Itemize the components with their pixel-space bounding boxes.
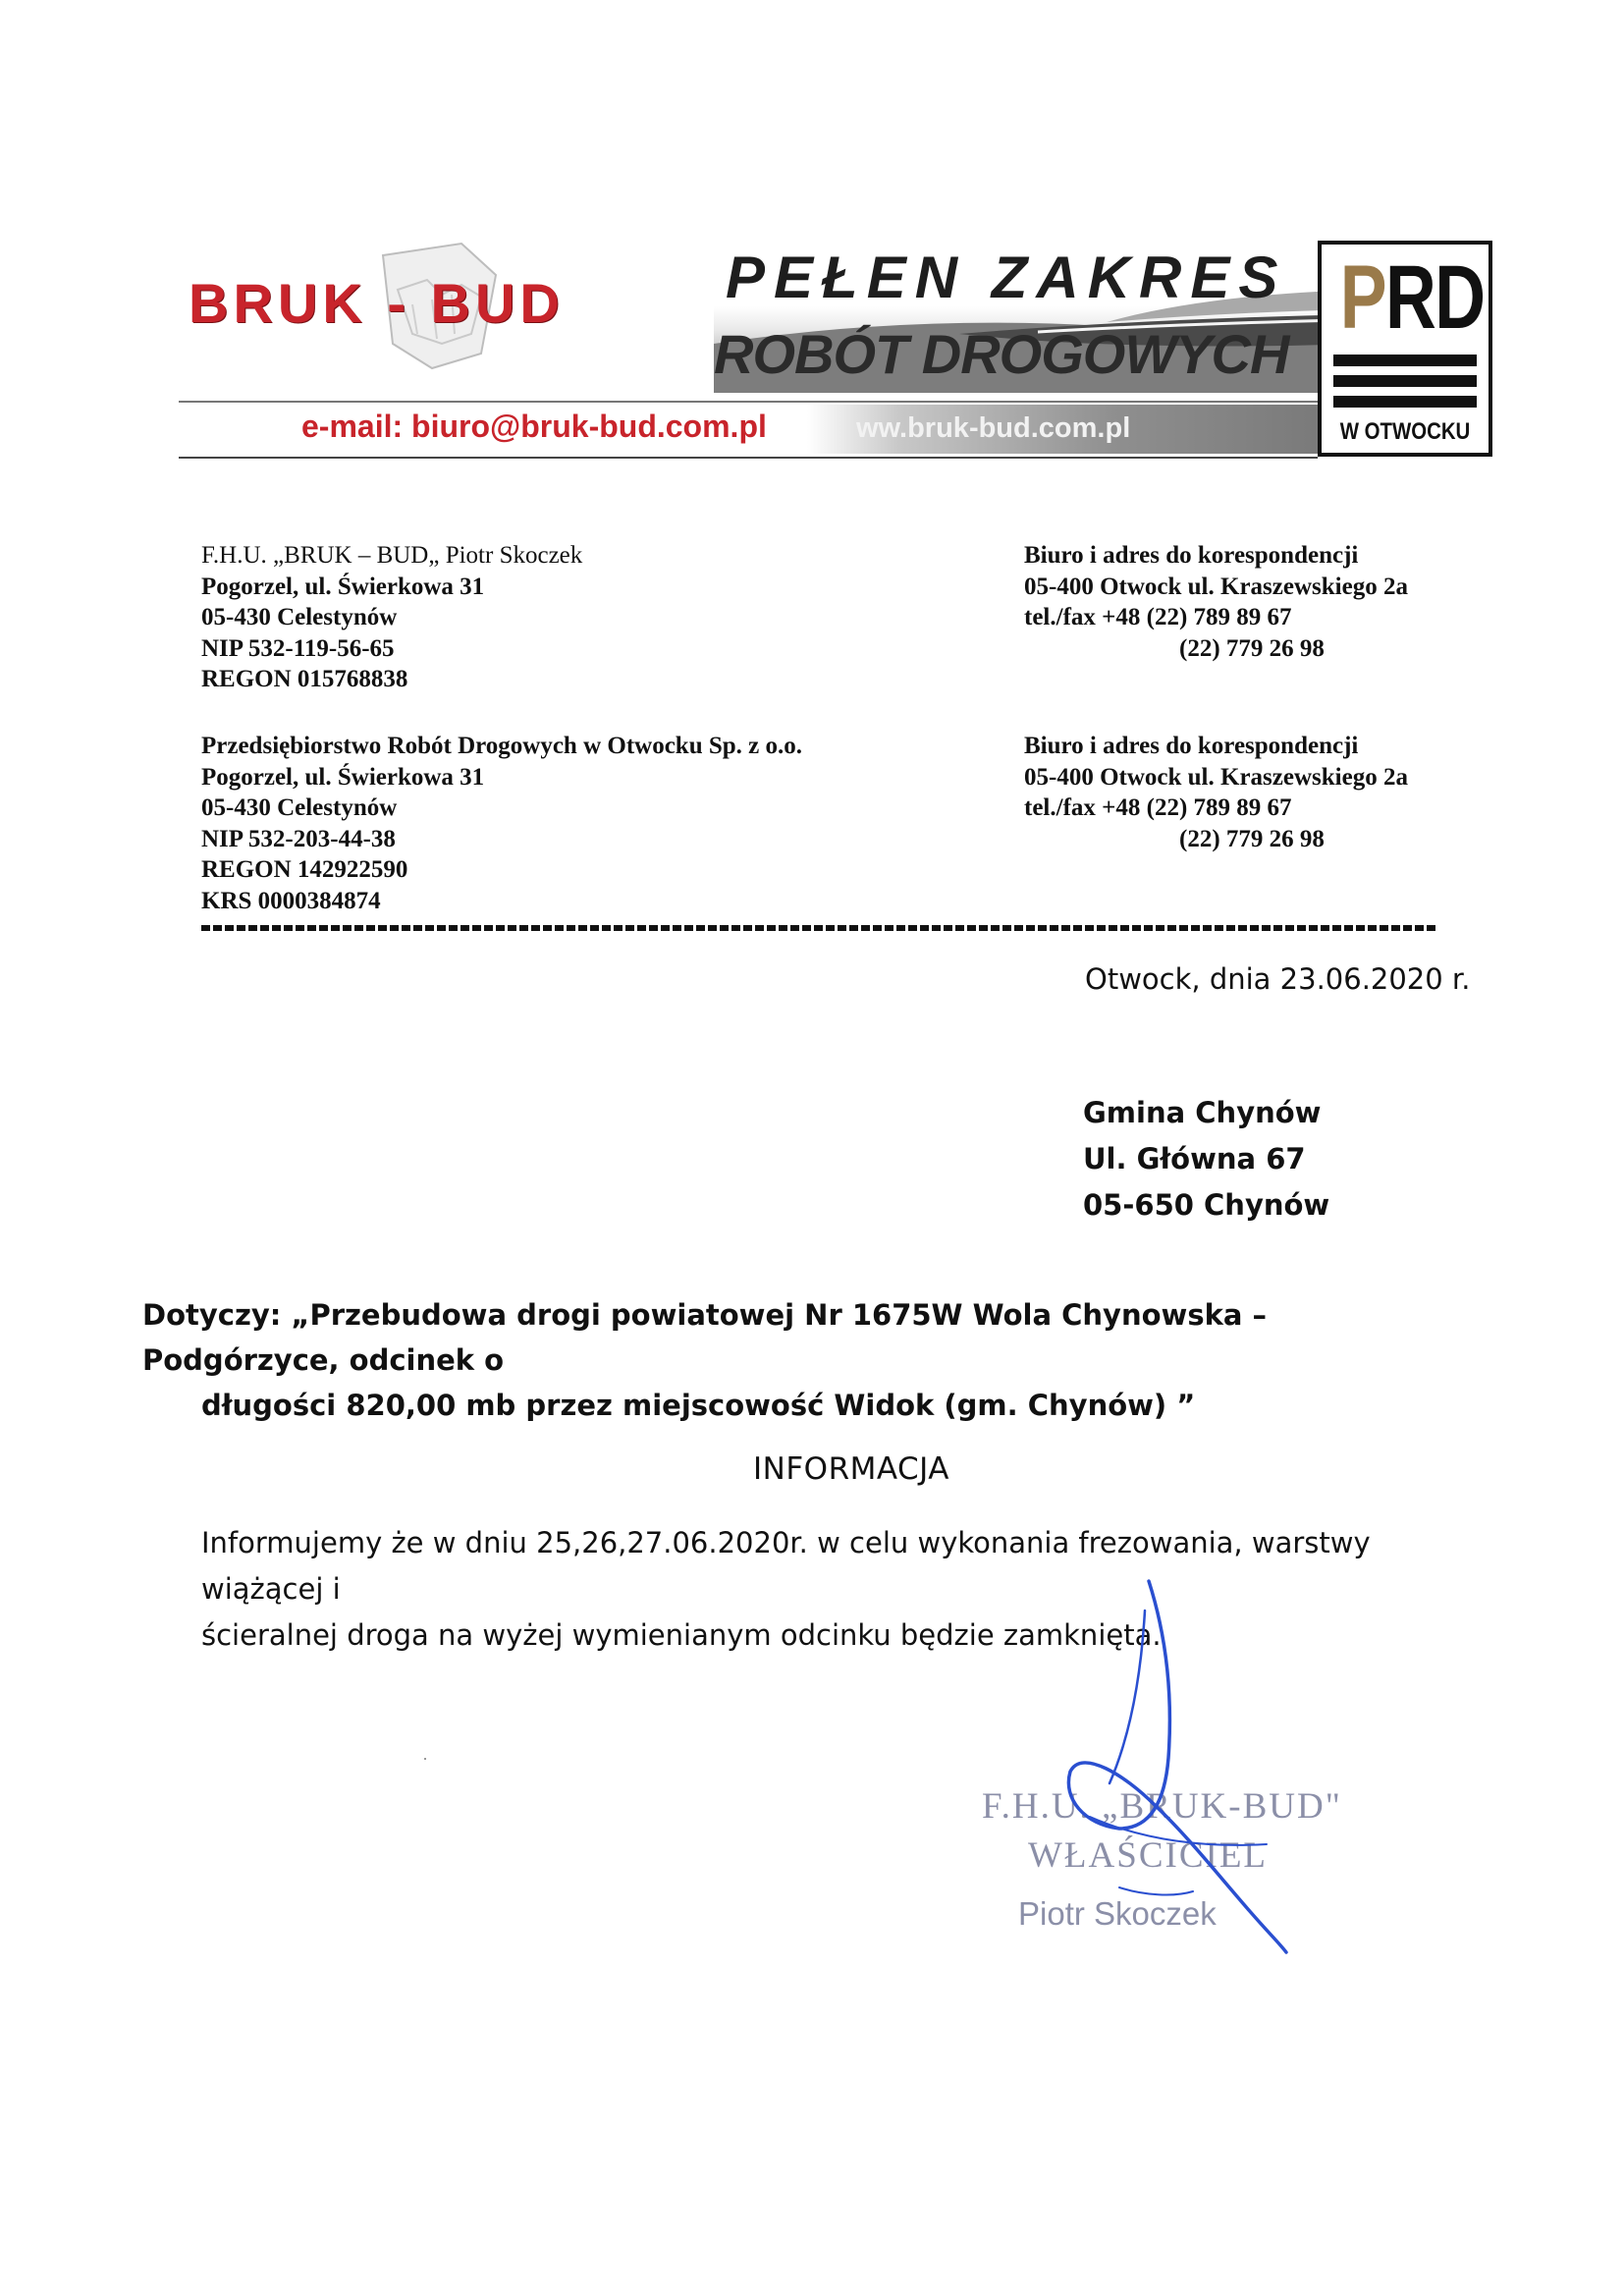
header-rule-bottom <box>179 457 1318 459</box>
stamp-line-1: F.H.U. „BRUK-BUD" <box>982 1786 1342 1827</box>
subject-line: długości 820,00 mb przez miejscowość Widok (gm. Chynów) ” <box>201 1389 1196 1422</box>
company-2-correspondence <box>1024 731 1408 854</box>
stamp-line-3: Piotr Skoczek <box>1018 1895 1217 1932</box>
letterhead <box>179 236 1494 462</box>
subject-line: Dotyczy: „Przebudowa drogi powiatowej Nr 1675W Wola Chynowska – Podgórzyce, odcinek o <box>142 1298 1268 1377</box>
company-stamp <box>972 1571 1342 1984</box>
slogan-banner <box>714 236 1362 393</box>
prd-letters-rd: RD <box>1385 247 1485 348</box>
correspondence-line: 05-400 Otwock ul. Kraszewskiego 2a <box>1024 763 1408 791</box>
company-line: REGON 015768838 <box>201 666 408 692</box>
company-line: Pogorzel, ul. Świerkowa 31 <box>201 763 485 791</box>
header-rule-top <box>179 401 1318 403</box>
company-line: NIP 532-119-56-65 <box>201 634 395 662</box>
recipient-address <box>1083 1090 1329 1229</box>
company-line: REGON 142922590 <box>201 856 408 883</box>
company-line: 05-430 Celestynów <box>201 794 398 821</box>
company-line: NIP 532-203-44-38 <box>201 825 396 852</box>
company-line: Pogorzel, ul. Świerkowa 31 <box>201 573 485 600</box>
letter-date: Otwock, dnia 23.06.2020 r. <box>1085 962 1471 996</box>
prd-logo <box>1318 241 1492 457</box>
brand-name: BRUK - BUD <box>189 272 565 334</box>
letter-heading: INFORMACJA <box>753 1451 949 1487</box>
recipient-line: Ul. Główna 67 <box>1083 1142 1306 1175</box>
prd-stripes <box>1333 355 1477 416</box>
recipient-line: Gmina Chynów <box>1083 1096 1322 1129</box>
recipient-line: 05-650 Chynów <box>1083 1188 1330 1222</box>
stamp-line-2: WŁAŚCICIEL <box>1028 1835 1269 1876</box>
company-line: KRS 0000384874 <box>201 887 381 914</box>
company-line: Przedsiębiorstwo Robót Drogowych w Otwocku Sp. z o.o. <box>201 733 803 759</box>
prd-caption: W OTWOCKU <box>1339 418 1471 445</box>
company-line: 05-430 Celestynów <box>201 604 398 630</box>
letter-subject <box>142 1292 1463 1428</box>
dashed-separator <box>201 925 1438 931</box>
body-line: Informujemy że w dniu 25,26,27.06.2020r. w celu wykonania frezowania, warstwy wiążącej i <box>201 1526 1371 1606</box>
company-2-address <box>201 731 802 916</box>
email-address: e-mail: biuro@bruk-bud.com.pl <box>301 409 767 444</box>
prd-letter-p: P <box>1339 247 1386 348</box>
correspondence-line: tel./fax +48 (22) 789 89 67 <box>1024 604 1292 630</box>
website-address: ww.bruk-bud.com.pl <box>856 412 1131 444</box>
handwritten-signature-icon <box>972 1571 1326 1984</box>
slogan-line-1: PEŁEN ZAKRES <box>726 245 1287 310</box>
correspondence-line: 05-400 Otwock ul. Kraszewskiego 2a <box>1024 573 1408 600</box>
slogan-line-2: ROBÓT DROGOWYCH <box>714 323 1289 385</box>
company-1-address <box>201 540 582 695</box>
company-1-correspondence <box>1024 540 1408 664</box>
body-line: ścieralnej droga na wyżej wymienianym odcinku będzie zamknięta. <box>201 1618 1162 1652</box>
correspondence-line: tel./fax +48 (22) 789 89 67 <box>1024 794 1292 821</box>
correspondence-line: (22) 779 26 98 <box>1179 634 1325 662</box>
correspondence-line: (22) 779 26 98 <box>1179 825 1325 852</box>
correspondence-line: Biuro i adres do korespondencji <box>1024 542 1359 569</box>
prd-letters <box>1339 247 1485 348</box>
scan-speck <box>424 1758 426 1760</box>
correspondence-line: Biuro i adres do korespondencji <box>1024 733 1359 759</box>
company-line: F.H.U. „BRUK – BUD„ Piotr Skoczek <box>201 542 583 569</box>
